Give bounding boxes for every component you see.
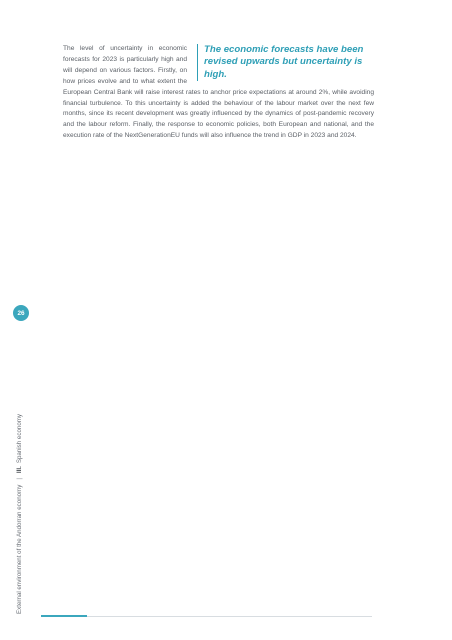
running-section-label [16,414,23,614]
main-text-block [63,44,374,142]
pull-quote-text: The economic forecasts have been revised upwards but uncertainty is high. [204,44,364,80]
page-number: 26 [17,309,25,317]
pull-quote [197,44,374,81]
chapter-numeral: III. [16,466,23,474]
section-title: External environment of the Andorran economy [16,484,23,614]
page-number-badge [13,305,29,321]
footer-accent-bar [41,615,87,617]
body-paragraph: The level of uncertainty in economic forecasts for 2023 is particularly high and will depend on various factors. Firstly, on how prices evolve and to what extent the European Central Bank will raise interest rates to anchor price expectations at around 2%, while avoiding financial turbulence. To this uncertainty is added the behaviour of the labour market over the next few months, since its recent development was greatly influenced by the dynamics of post-pandemic recovery and the labour reform. Finally, the response to economic policies, both European and national, and the execution rate of the NextGenerationEU funds will also influence the trend in GDP in 2023 and 2024. [63,45,374,140]
chapter-title: Spanish economy [16,413,23,464]
footer-rule [41,616,372,617]
label-separator: | [16,478,23,480]
